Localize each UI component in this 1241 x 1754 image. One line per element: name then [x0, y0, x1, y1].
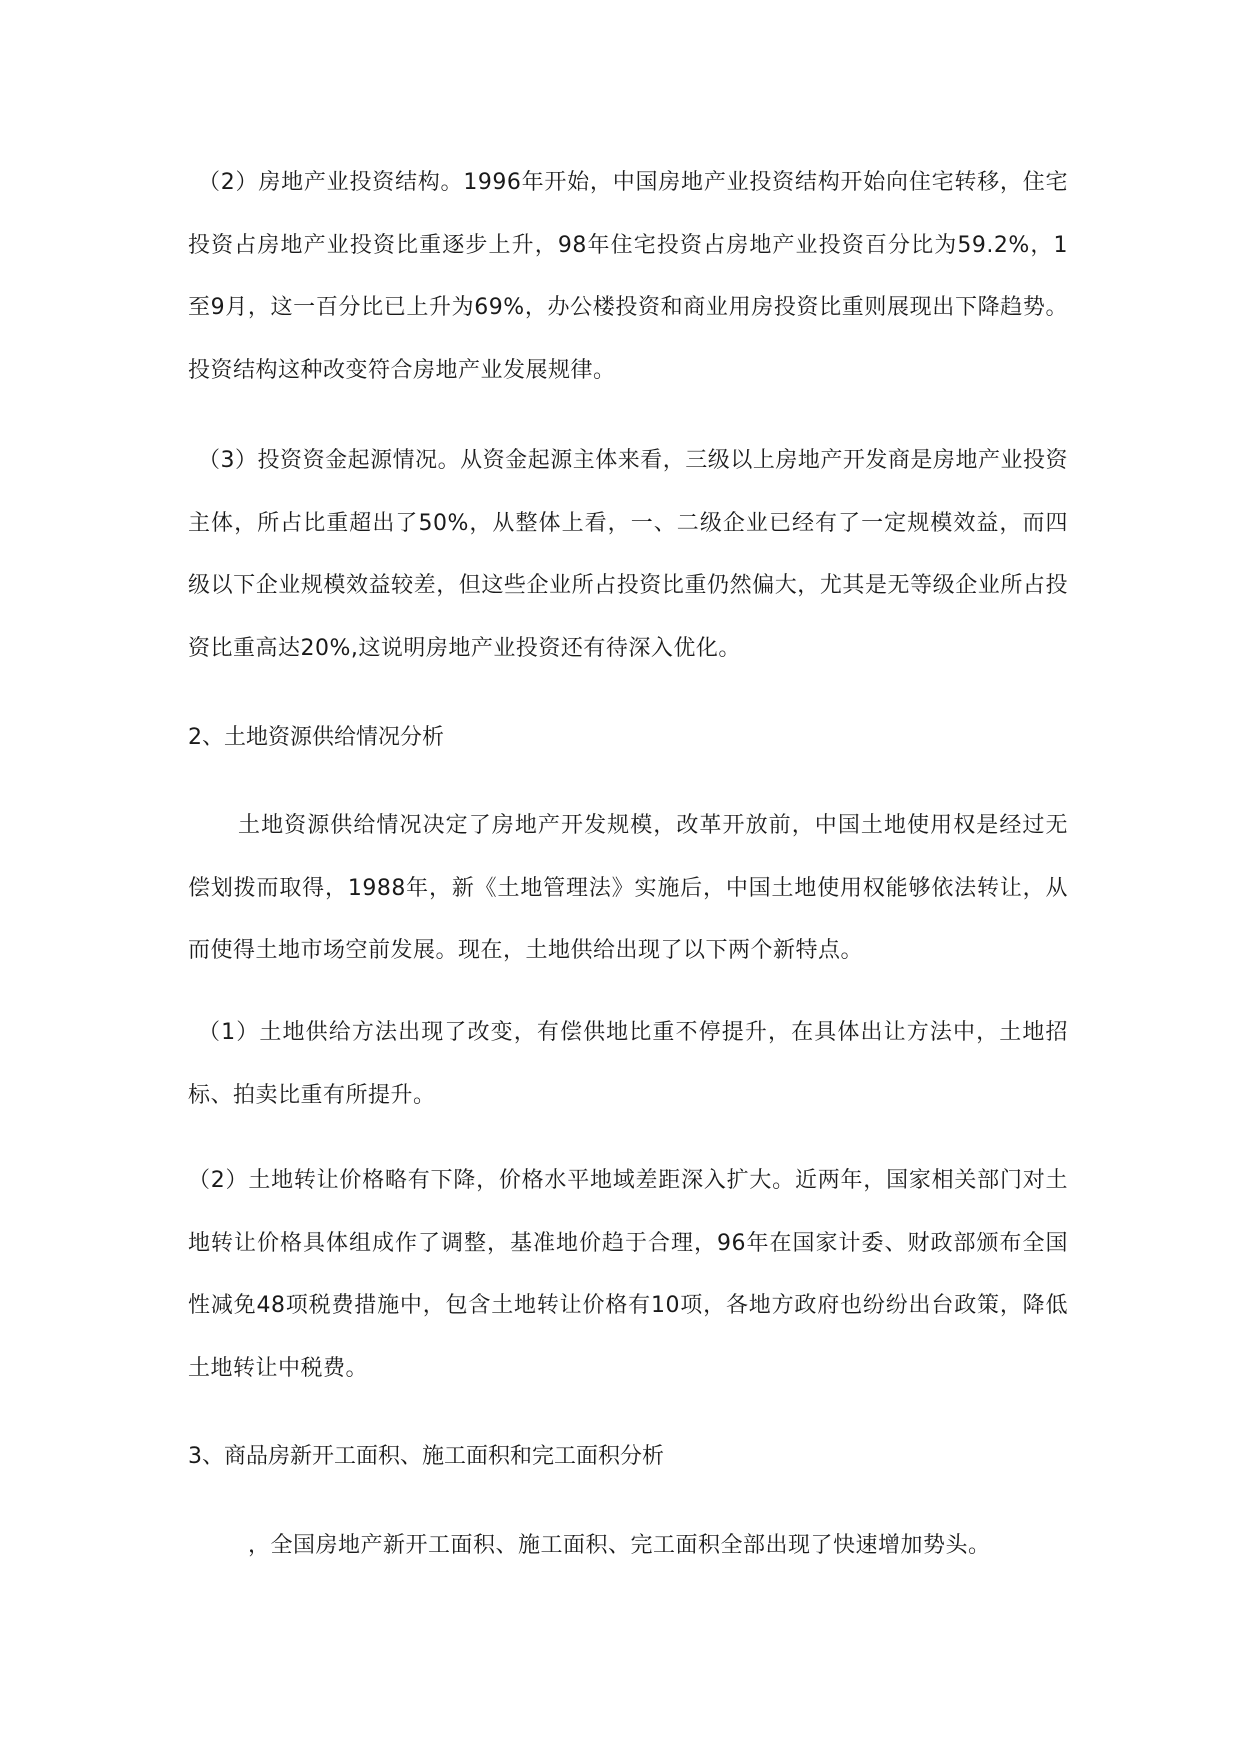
section-heading-construction-area: 3、商品房新开工面积、施工面积和完工面积分析 — [188, 1444, 664, 1469]
paragraph-land-price: （2）土地转让价格略有下降，价格水平地域差距深入扩大。近两年，国家相关部门对土地转让价格具体组成作了调整，基准地价趋于合理，96年在国家计委、财政部颁布全国性减免48项税费措施中，包含土地转让价格有10项，各地方政府也纷纷出台政策，降低土地转让中税费。 — [188, 1168, 1068, 1381]
paragraph-fund-sources: （3）投资资金起源情况。从资金起源主体来看，三级以上房地产开发商是房地产业投资主体，所占比重超出了50%，从整体上看，一、二级企业已经有了一定规模效益，而四级以下企业规模效益较差，但这些企业所占投资比重仍然偏大，尤其是无等级企业所占投资比重高达20%,这说明房地产业投资还有待深入优化。 — [188, 448, 1068, 661]
paragraph-land-supply-method: （1）土地供给方法出现了改变，有偿供地比重不停提升，在具体出让方法中，土地招标、拍卖比重有所提升。 — [188, 1020, 1068, 1108]
paragraph-construction-area: ，全国房地产新开工面积、施工面积、完工面积全部出现了快速增加势头。 — [248, 1533, 991, 1558]
section-heading-land-supply: 2、土地资源供给情况分析 — [188, 725, 444, 750]
paragraph-land-supply-intro: 土地资源供给情况决定了房地产开发规模，改革开放前，中国土地使用权是经过无偿划拨而取得，1988年，新《土地管理法》实施后，中国土地使用权能够依法转让，从而使得土地市场空前发展。现在，土地供给出现了以下两个新特点。 — [188, 813, 1068, 963]
paragraph-investment-structure: （2）房地产业投资结构。1996年开始，中国房地产业投资结构开始向住宅转移，住宅投资占房地产业投资比重逐步上升，98年住宅投资占房地产业投资百分比为59.2%，1至9月，这一百分比已上升为69%，办公楼投资和商业用房投资比重则展现出下降趋势。投资结构这种改变符合房地产业发展规律。 — [188, 170, 1068, 383]
